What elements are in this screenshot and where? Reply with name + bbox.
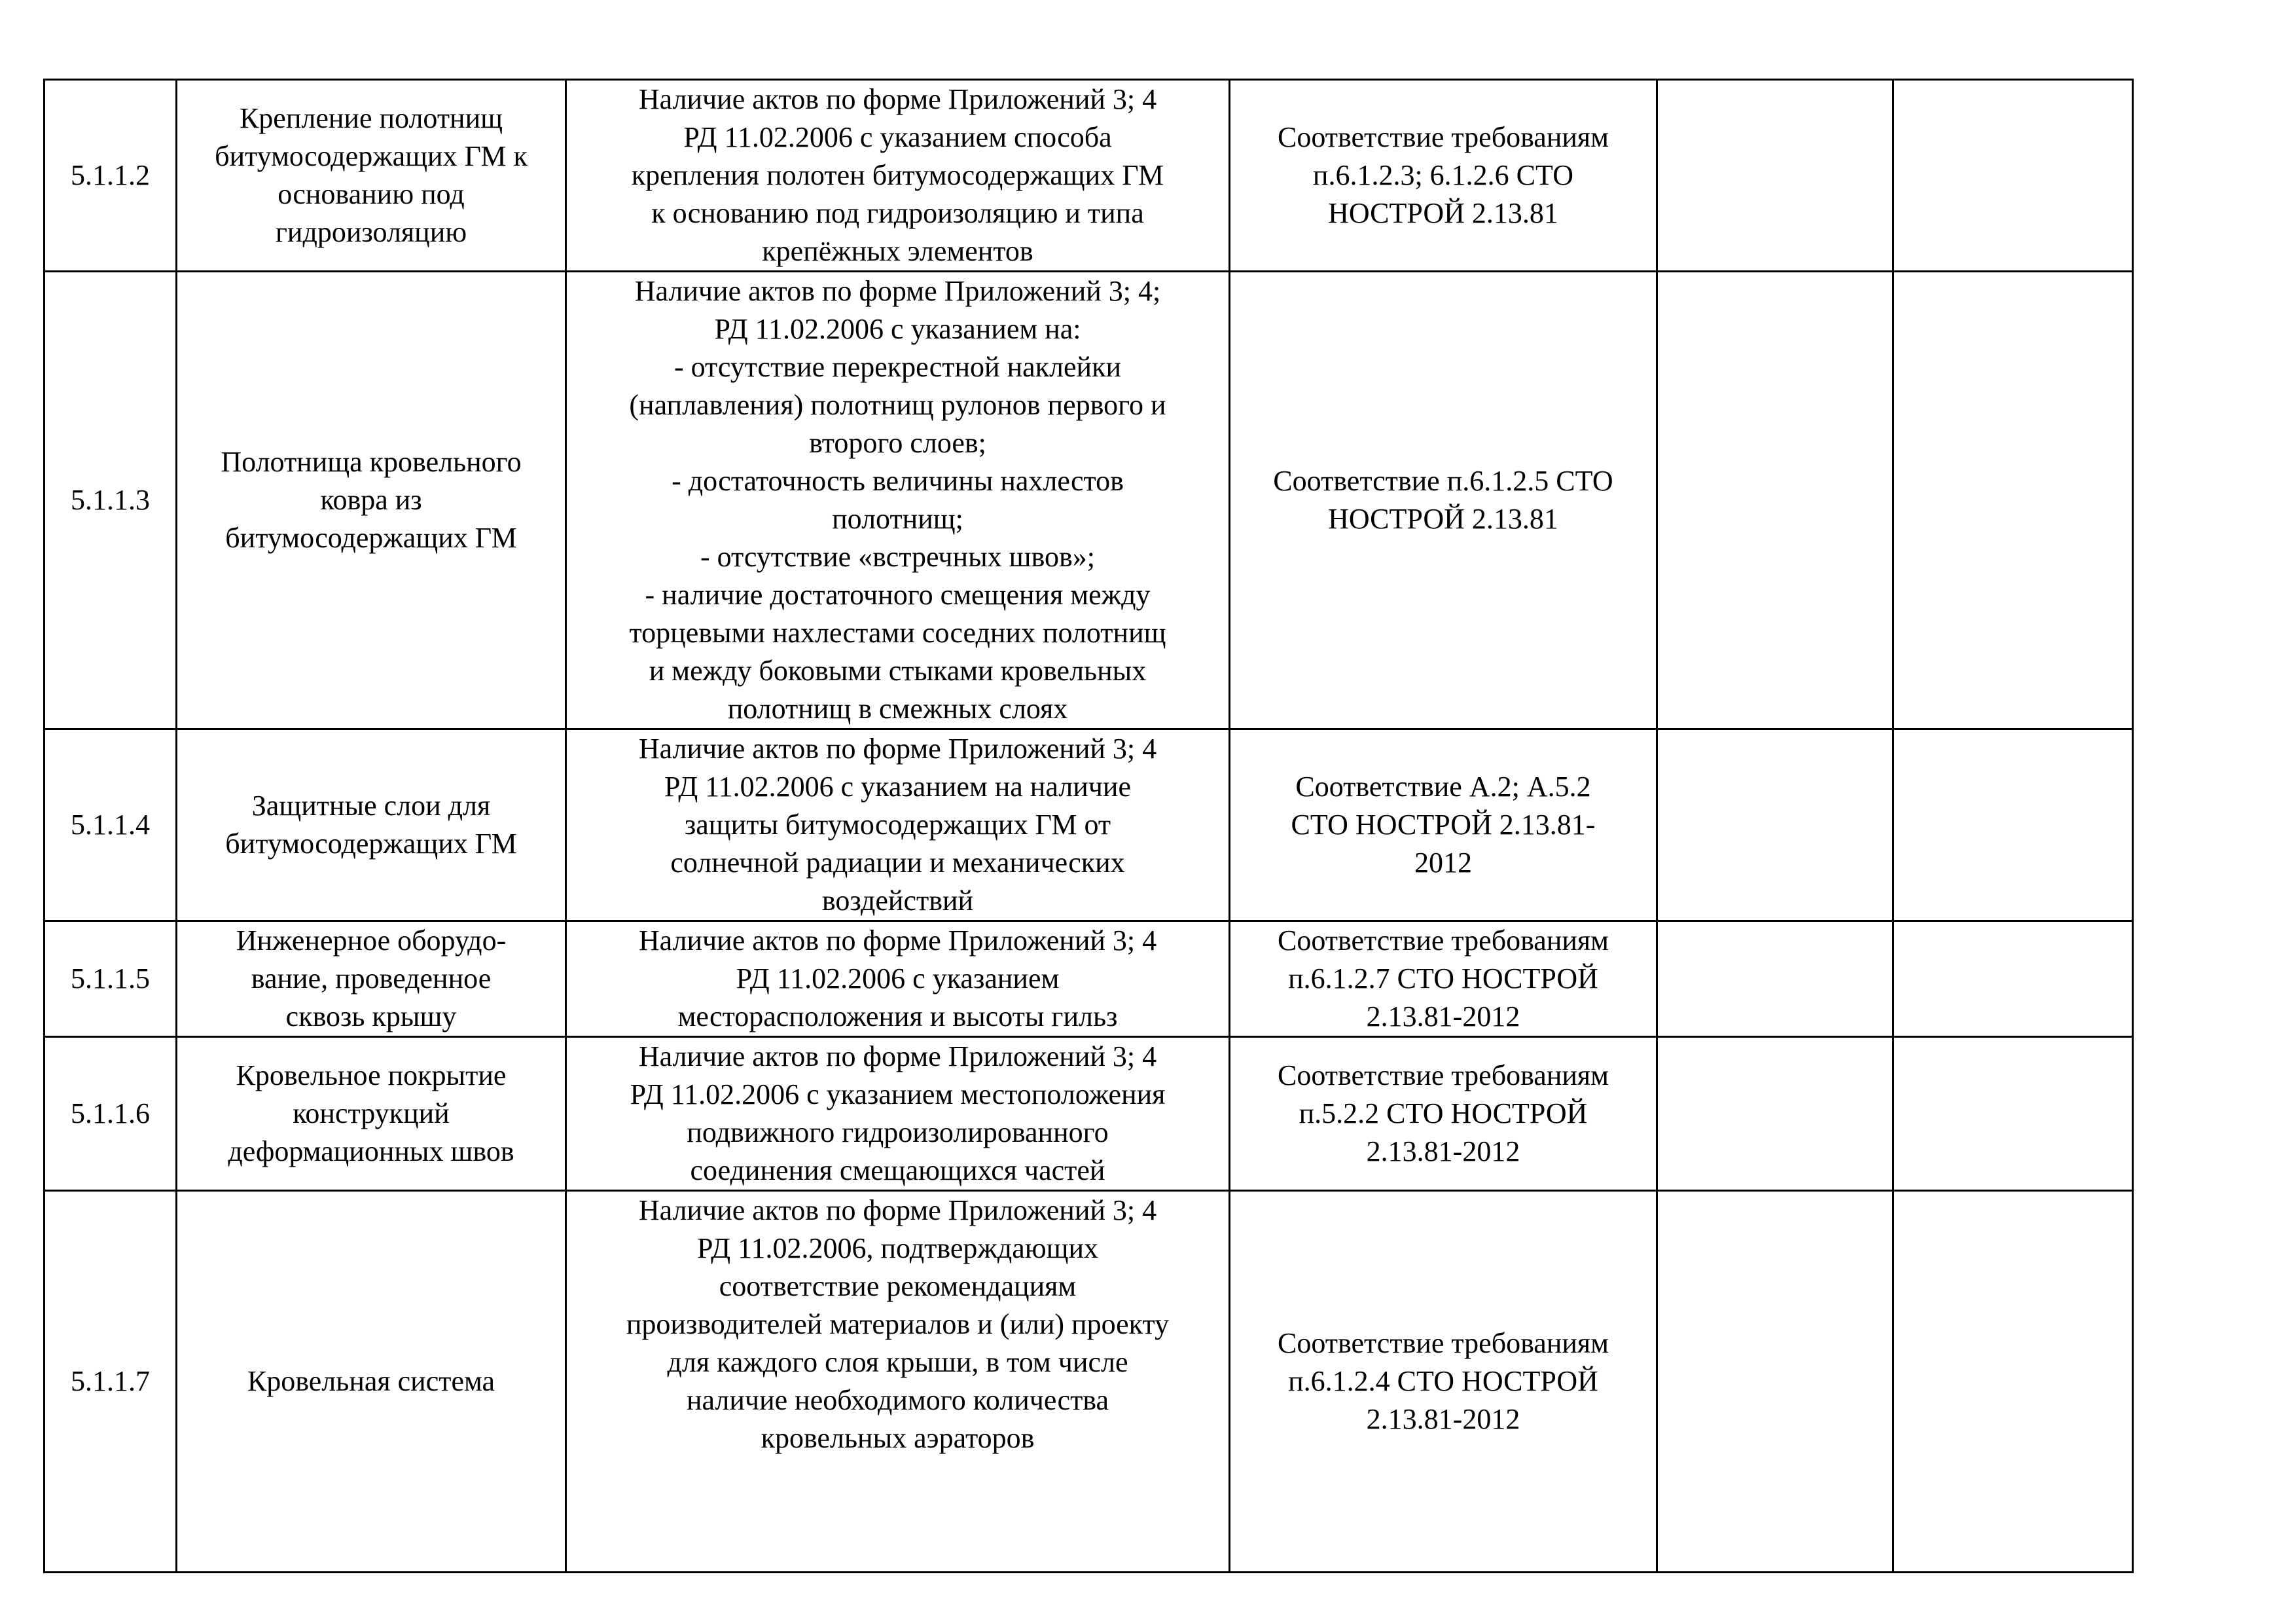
text-line: наличие необходимого количества <box>686 1384 1109 1416</box>
item-number: 5.1.1.6 <box>45 1037 177 1191</box>
text-line: второго слоев; <box>809 427 986 459</box>
evaluation-criteria <box>1230 729 1657 921</box>
table-row <box>45 272 2133 729</box>
text-line: Крепление полотнищ <box>239 102 503 134</box>
control-method <box>566 921 1230 1037</box>
text-line: полотнищ в смежных слоях <box>727 693 1068 725</box>
text-line: основанию под <box>278 178 465 210</box>
table-row <box>45 1037 2133 1191</box>
text-line: Соответствие требованиям <box>1278 1327 1609 1359</box>
text-line <box>576 1457 1219 1495</box>
text-line: битумосодержащих ГМ <box>225 522 517 554</box>
text-line: защиты битумосодержащих ГМ от <box>684 809 1111 841</box>
text-line <box>576 1495 1219 1533</box>
text-line: 2012 <box>1414 847 1472 879</box>
text-line: Кровельное покрытие <box>236 1059 507 1091</box>
text-line: Инженерное оборудо- <box>236 924 507 957</box>
text-line: РД 11.02.2006 с указанием местоположения <box>630 1078 1166 1110</box>
text-line: Соответствие требованиям <box>1278 1059 1609 1091</box>
evaluation-criteria <box>1230 1037 1657 1191</box>
text-line: крепёжных элементов <box>762 235 1033 267</box>
text-line: производителей материалов и (или) проекту <box>626 1308 1170 1340</box>
empty-cell <box>1893 80 2133 272</box>
empty-cell <box>1893 1191 2133 1573</box>
text-line: 2.13.81-2012 <box>1366 1135 1520 1167</box>
text-line: конструкций <box>293 1097 450 1129</box>
text-line: Защитные слои для <box>251 790 491 822</box>
item-number: 5.1.1.3 <box>45 272 177 729</box>
empty-cell <box>1657 1037 1893 1191</box>
text-line: Соответствие требованиям <box>1278 121 1609 153</box>
item-number: 5.1.1.7 <box>45 1191 177 1573</box>
empty-cell <box>1893 729 2133 921</box>
text-line: - отсутствие «встречных швов»; <box>700 541 1095 573</box>
evaluation-criteria <box>1230 921 1657 1037</box>
text-line: (наплавления) полотнищ рулонов первого и <box>629 389 1166 421</box>
text-line: кровельных аэраторов <box>761 1422 1035 1454</box>
text-line: Наличие актов по форме Приложений 3; 4 <box>638 1040 1157 1072</box>
control-method <box>566 1037 1230 1191</box>
table-row <box>45 729 2133 921</box>
control-method <box>566 272 1230 729</box>
table-row <box>45 921 2133 1037</box>
text-line: Кровельная система <box>247 1365 495 1397</box>
text-line: - отсутствие перекрестной наклейки <box>673 351 1122 383</box>
evaluation-criteria <box>1230 1191 1657 1573</box>
empty-cell <box>1657 729 1893 921</box>
text-line <box>576 1533 1219 1571</box>
item-number: 5.1.1.5 <box>45 921 177 1037</box>
text-line: гидроизоляцию <box>275 216 467 248</box>
controlled-element <box>177 921 566 1037</box>
table-row <box>45 80 2133 272</box>
text-line: РД 11.02.2006 с указанием <box>736 962 1060 994</box>
controlled-element <box>177 272 566 729</box>
text-line: 2.13.81-2012 <box>1366 1403 1520 1435</box>
text-line: соответствие рекомендациям <box>719 1270 1077 1302</box>
text-line: Наличие актов по форме Приложений 3; 4 <box>638 1194 1157 1226</box>
text-line: Соответствие п.6.1.2.5 СТО <box>1273 465 1613 497</box>
empty-cell <box>1893 272 2133 729</box>
controlled-element <box>177 729 566 921</box>
text-line: Соответствие требованиям <box>1278 924 1609 957</box>
text-line: Наличие актов по форме Приложений 3; 4 <box>638 924 1157 957</box>
text-line: к основанию под гидроизоляцию и типа <box>651 197 1144 229</box>
text-line: РД 11.02.2006 с указанием способа <box>683 121 1112 153</box>
text-line: Наличие актов по форме Приложений 3; 4; <box>634 275 1161 307</box>
controlled-element <box>177 1191 566 1573</box>
text-line: месторасположения и высоты гильз <box>677 1000 1118 1032</box>
text-line: полотнищ; <box>832 503 963 535</box>
text-line: деформационных швов <box>228 1135 514 1167</box>
empty-cell <box>1657 80 1893 272</box>
text-line: Полотнища кровельного <box>221 446 522 478</box>
text-line: РД 11.02.2006 с указанием на наличие <box>664 771 1131 803</box>
controlled-element <box>177 80 566 272</box>
table-row <box>45 1191 2133 1573</box>
text-line: ковра из <box>320 484 422 516</box>
empty-cell <box>1657 272 1893 729</box>
text-line: для каждого слоя крыши, в том числе <box>667 1346 1128 1378</box>
text-line: Наличие актов по форме Приложений 3; 4 <box>638 733 1157 765</box>
item-number: 5.1.1.4 <box>45 729 177 921</box>
text-line: и между боковыми стыками кровельных <box>649 655 1147 687</box>
text-line: битумосодержащих ГМ <box>225 828 517 860</box>
inspection-table <box>43 79 2134 1573</box>
text-line: НОСТРОЙ 2.13.81 <box>1328 503 1558 535</box>
text-line: Наличие актов по форме Приложений 3; 4 <box>638 83 1157 115</box>
evaluation-criteria <box>1230 272 1657 729</box>
text-line: соединения смещающихся частей <box>690 1154 1105 1186</box>
text-line: п.5.2.2 СТО НОСТРОЙ <box>1299 1097 1588 1129</box>
text-line: п.6.1.2.4 СТО НОСТРОЙ <box>1288 1365 1598 1397</box>
item-number: 5.1.1.2 <box>45 80 177 272</box>
text-line: НОСТРОЙ 2.13.81 <box>1328 197 1558 229</box>
text-line: - достаточность величины нахлестов <box>672 465 1124 497</box>
control-method <box>566 1191 1230 1573</box>
empty-cell <box>1657 1191 1893 1573</box>
text-line: сквозь крышу <box>285 1000 457 1032</box>
control-method <box>566 80 1230 272</box>
text-line: битумосодержащих ГМ к <box>215 140 528 172</box>
text-line: СТО НОСТРОЙ 2.13.81- <box>1291 809 1596 841</box>
text-line: п.6.1.2.7 СТО НОСТРОЙ <box>1288 962 1598 994</box>
text-line: Соответствие А.2; А.5.2 <box>1295 771 1591 803</box>
text-line: подвижного гидроизолированного <box>687 1116 1109 1148</box>
text-line: 2.13.81-2012 <box>1366 1000 1520 1032</box>
text-line: крепления полотен битумосодержащих ГМ <box>631 159 1164 191</box>
controlled-element <box>177 1037 566 1191</box>
empty-cell <box>1657 921 1893 1037</box>
text-line: вание, проведенное <box>251 962 492 994</box>
text-line: РД 11.02.2006, подтверждающих <box>696 1232 1099 1264</box>
empty-cell <box>1893 1037 2133 1191</box>
control-method <box>566 729 1230 921</box>
evaluation-criteria <box>1230 80 1657 272</box>
text-line: п.6.1.2.3; 6.1.2.6 СТО <box>1312 159 1574 191</box>
text-line: - наличие достаточного смещения между <box>645 579 1151 611</box>
empty-cell <box>1893 921 2133 1037</box>
text-line: торцевыми нахлестами соседних полотнищ <box>629 617 1166 649</box>
text-line: солнечной радиации и механических <box>670 847 1125 879</box>
text-line: РД 11.02.2006 с указанием на: <box>714 313 1081 345</box>
text-line: воздействий <box>821 884 974 917</box>
